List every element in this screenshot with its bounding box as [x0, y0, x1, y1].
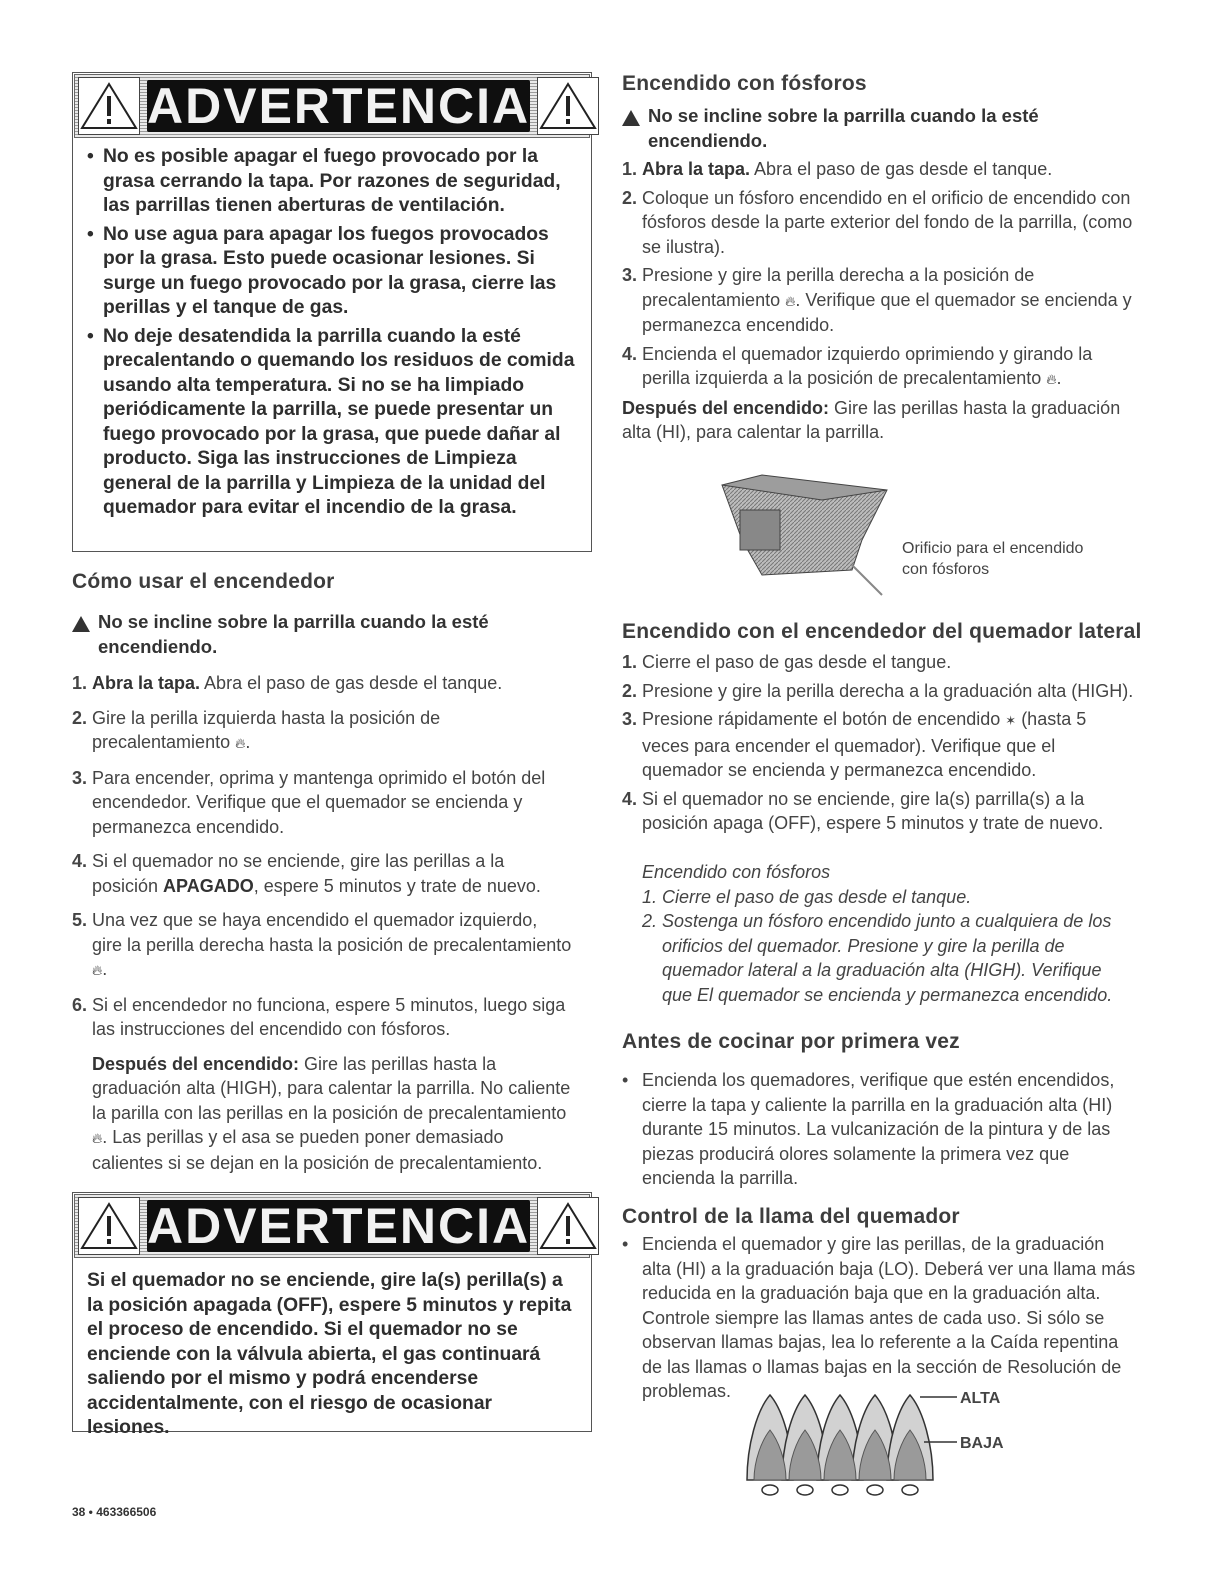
flame-icon: 🔥︎ — [92, 1130, 103, 1146]
warning-triangle-icon — [537, 77, 599, 135]
lighter-heading: Cómo usar el encendedor — [72, 570, 335, 593]
warning-title: ADVERTENCIA — [147, 1198, 531, 1254]
side-matches-step: 2. Sostenga un fósforo encendido junto a cualquiera de los orificios del quemador. Presione y gire la perilla de quemador lateral a la graduación alta (HIGH). Verifique que El quemador se encienda y permanezca encendido. — [642, 911, 1113, 1005]
figure-label: Orificio para el encendido con fósforos — [902, 540, 1084, 578]
flame-icon: 🔥︎ — [1046, 371, 1057, 387]
warning-triangle-icon — [78, 1197, 140, 1255]
flame-control-heading: Control de la llama del quemador — [622, 1205, 960, 1228]
side-step: 4. Si el quemador no se enciende, gire la(s) parrilla(s) a la posición apaga (OFF), espere 5 minutos y trate de nuevo. — [622, 788, 1104, 833]
flame-label-high: ALTA — [960, 1390, 1001, 1407]
firebox-illustration — [702, 470, 902, 605]
warning-item: • No es posible apagar el fuego provocado por la grasa cerrando la tapa. Por razones de seguridad, las parrillas tienen aberturas de ventilación. — [87, 146, 561, 216]
warning-header — [74, 1194, 590, 1258]
lighter-after-note: Después del encendido: Gire las perillas hasta la graduación alta (HIGH), para calentar la parrilla. No caliente la parilla con las perillas en la posición de precalentamiento 🔥︎. Las perillas y el asa se pueden poner demasiado calientes si se dejan en la posición de precalentamiento. — [92, 1053, 571, 1173]
lighter-step: 1. Abra la tapa. Abra el paso de gas desde el tanque. — [72, 673, 503, 693]
matches-step: 4. Encienda el quemador izquierdo oprimiendo y girando la perilla izquierda a la posición de precalentamiento 🔥︎. — [622, 342, 1137, 392]
warning-triangle-icon — [537, 1197, 599, 1255]
side-matches-step: 1. Cierre el paso de gas desde el tanque. — [642, 886, 972, 907]
flame-icon: 🔥︎ — [785, 292, 796, 309]
warning-title: ADVERTENCIA — [147, 78, 531, 134]
lighter-step: 4. Si el quemador no se enciende, gire las perillas a la posición APAGADO, espere 5 minutos y trate de nuevo. — [72, 851, 541, 896]
warning-body: Si el quemador no se enciende, gire la(s) perilla(s) a la posición apagada (OFF), espere 5 minutos y repita el proceso de encendido. Si el quemador no se enciende con la válvula abierta, el gas continuará saliendo por el mismo y podrá encenderse accidentalmente, con el riesgo de ocasionar lesiones. — [87, 1270, 572, 1438]
warning-header — [74, 74, 590, 138]
flame-icon: 🔥︎ — [235, 735, 246, 751]
first-time-heading: Antes de cocinar por primera vez — [622, 1030, 960, 1053]
flame-icon: 🔥︎ — [92, 962, 103, 978]
flame-control-text: • Encienda el quemador y gire las perillas, de la graduación alta (HI) a la graduación baja (LO). Deberá ver una llama más reducida en la graduación baja que en la graduación alta. Controle siempre las llamas antes de cada uso. Si sólo se observan llamas bajas, lea lo referente a la Caída repentina de las llamas o llamas bajas en la sección de Resolución de problemas. — [622, 1234, 1136, 1401]
igniter-button-icon: ✶ — [1005, 713, 1017, 728]
caution-triangle-icon — [622, 104, 648, 153]
lighter-step: 6. Si el encendedor no funciona, espere 5 minutos, luego siga las instrucciones del encendido con fósforos. — [72, 994, 566, 1039]
warning-item: • No deje desatendida la parrilla cuando la esté precalentando o quemando los residuos de comida usando alta temperatura. Si no se ha limpiado periódicamente la parrilla, se puede presentar un fuego provocado por la grasa, que puede dañar al producto. Siga las instrucciones de Limpieza general de la parrilla y Limpieza de la unidad del quemador para evitar el incendio de la grasa. — [87, 325, 575, 518]
side-matches-section: Encendido con fósforos 1. Cierre el paso de gas desde el tanque. 2. Sostenga un fósforo encendido junto a cualquiera de los orificios del quemador. Presione y gire la perilla de quemador lateral a la graduación alta (HIGH). Verifique que El quemador se encienda y permanezca encendido. — [642, 860, 1132, 1007]
matches-after-note: Después del encendido: Gire las perillas hasta la graduación alta (HI), para calentar la parrilla. — [622, 397, 1121, 442]
warning-box-ignition — [72, 1192, 592, 1438]
lighter-caution: No se incline sobre la parrilla cuando la esté encendiendo. — [72, 610, 572, 659]
lighter-step: 3. Para encender, oprima y mantenga oprimido el botón del encendedor. Verifique que el quemador se encienda y permanezca encendido. — [72, 767, 546, 837]
side-burner-section — [622, 650, 1137, 836]
burner-flames-illustration — [742, 1385, 962, 1505]
lighter-section — [72, 610, 572, 1175]
warning-item: • No use agua para apagar los fuegos provocados por la grasa. Esto puede ocasionar lesiones. Si surge un fuego provocado por la grasa, cierre las perillas y el tanque de gas. — [87, 223, 557, 318]
side-step: 1. Cierre el paso de gas desde el tangue. — [622, 652, 952, 672]
matches-step: 3. Presione y gire la perilla derecha a la posición de precalentamiento 🔥︎. Verifique que el quemador se encienda y permanezca encendido. — [622, 265, 1132, 335]
warning-box-grease-fire — [72, 72, 592, 552]
lighter-step: 2. Gire la perilla izquierda hasta la posición de precalentamiento 🔥︎. — [72, 706, 572, 756]
first-time-text: • Encienda los quemadores, verifique que estén encendidos, cierre la tapa y caliente la parrilla en la graduación alta (HI) durante 15 minutos. La vulcanización de la pintura y de las piezas producirá olores solamente la primera vez que encienda la parrilla. — [622, 1070, 1115, 1188]
flame-label-low: BAJA — [960, 1435, 1004, 1452]
matches-heading: Encendido con fósforos — [622, 72, 867, 95]
side-step: 2. Presione y gire la perilla derecha a la graduación alta (HIGH). — [622, 680, 1134, 701]
warning-body — [73, 139, 591, 533]
matches-step: 1. Abra la tapa. Abra el paso de gas desde el tanque. — [622, 159, 1053, 179]
caution-triangle-icon — [72, 610, 98, 659]
matches-section — [622, 104, 1137, 445]
side-step: 3. Presione rápidamente el botón de encendido ✶ (hasta 5 veces para encender el quemador). Verifique que el quemador se encienda y permanezca encendido. — [622, 709, 1087, 780]
side-burner-heading: Encendido con el encendedor del quemador lateral — [622, 620, 1142, 643]
lighter-step: 5. Una vez que se haya encendido el quemador izquierdo, gire la perilla derecha hasta la posición de precalentamiento 🔥︎. — [72, 908, 572, 983]
warning-triangle-icon — [78, 77, 140, 135]
matches-step: 2. Coloque un fósforo encendido en el orificio de encendido con fósforos desde la parte exterior del fondo de la parrilla, (como se ilustra). — [622, 187, 1133, 257]
matches-caution: No se incline sobre la parrilla cuando la esté encendiendo. — [622, 104, 1137, 153]
page-footer: 38 • 463366506 — [72, 1505, 157, 1519]
